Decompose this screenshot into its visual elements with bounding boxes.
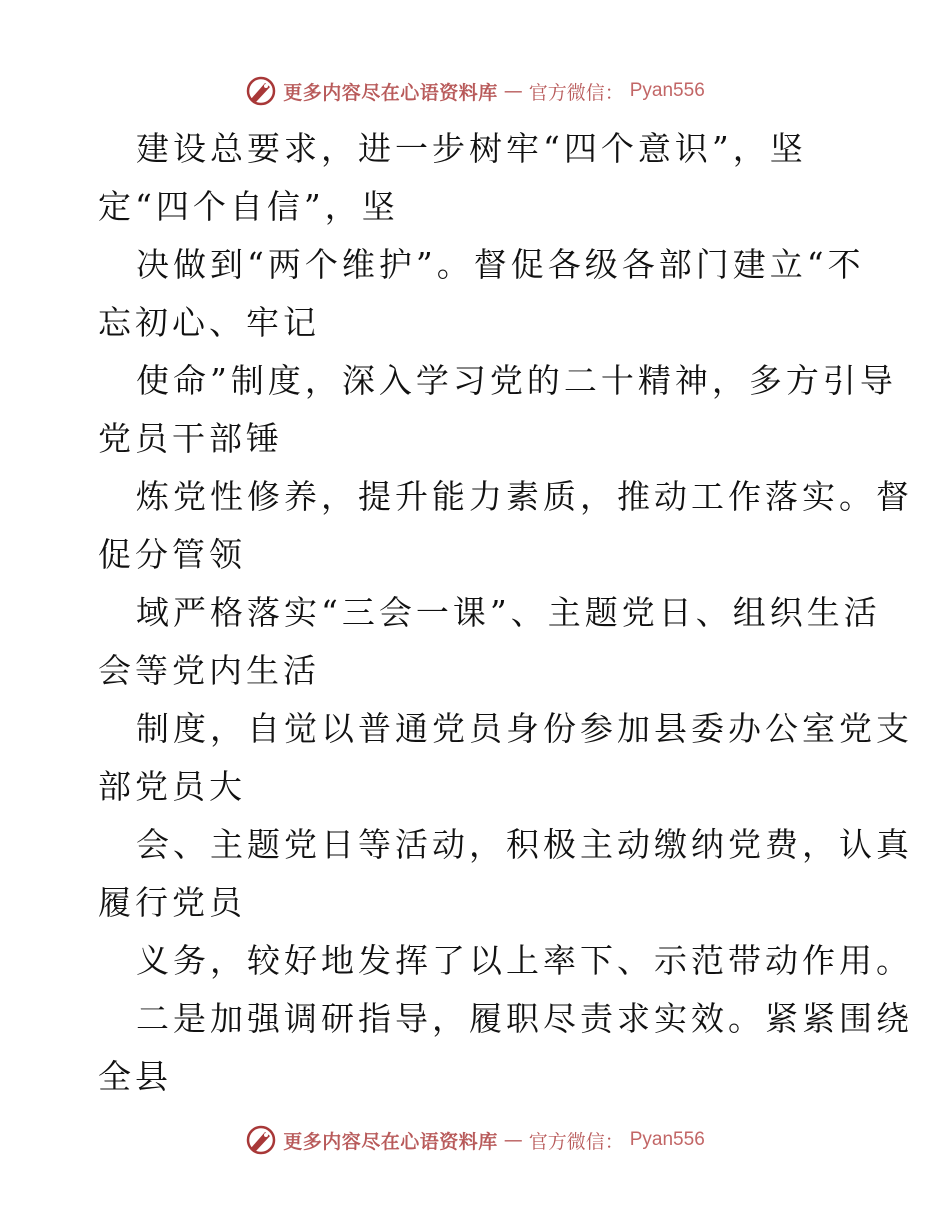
text-line: 制度，自觉以普通党员身份参加县委办公室党支 [136,709,913,748]
watermark-separator: — [503,1129,523,1151]
watermark-separator: — [503,80,523,102]
text-line: 炼党性修养，提升能力素质，推动工作落实。督 [136,477,913,516]
header-watermark [0,73,950,109]
text-line: 会、主题党日等活动，积极主动缴纳党费，认真 [136,825,913,864]
text-line: 二是加强调研指导，履职尽责求实效。紧紧围绕 [136,999,913,1038]
text-line: 使命”制度，深入学习党的二十精神，多方引导 [136,361,897,400]
watermark-wechat-id: Pyan556 [629,80,705,101]
text-line: 忘初心、牢记 [98,303,320,342]
footer-watermark [0,1122,950,1158]
watermark-label: 官方微信： [528,81,624,104]
pen-nib-logo-icon [245,75,277,107]
watermark-wechat-id: Pyan556 [629,1129,705,1150]
watermark-label: 官方微信： [528,1130,624,1153]
watermark-text: 更多内容尽在心语资料库 [283,1130,498,1153]
text-line: 促分管领 [98,535,246,574]
text-line: 会等党内生活 [98,651,320,690]
text-line: 域严格落实“三会一课”、主题党日、组织生活 [136,593,881,632]
pen-nib-logo-icon [245,1124,277,1156]
text-line: 定“四个自信”，坚 [98,187,399,226]
text-line: 党员干部锤 [98,419,283,458]
document-body [98,120,913,1106]
text-line: 义务，较好地发挥了以上率下、示范带动作用。 [136,941,913,980]
text-line: 决做到“两个维护”。督促各级各部门建立“不 [136,245,865,284]
text-line: 部党员大 [98,767,246,806]
text-line: 全县 [98,1057,172,1096]
text-line: 建设总要求，进一步树牢“四个意识”，坚 [136,129,807,168]
watermark-text: 更多内容尽在心语资料库 [283,81,498,104]
text-line: 履行党员 [98,883,246,922]
